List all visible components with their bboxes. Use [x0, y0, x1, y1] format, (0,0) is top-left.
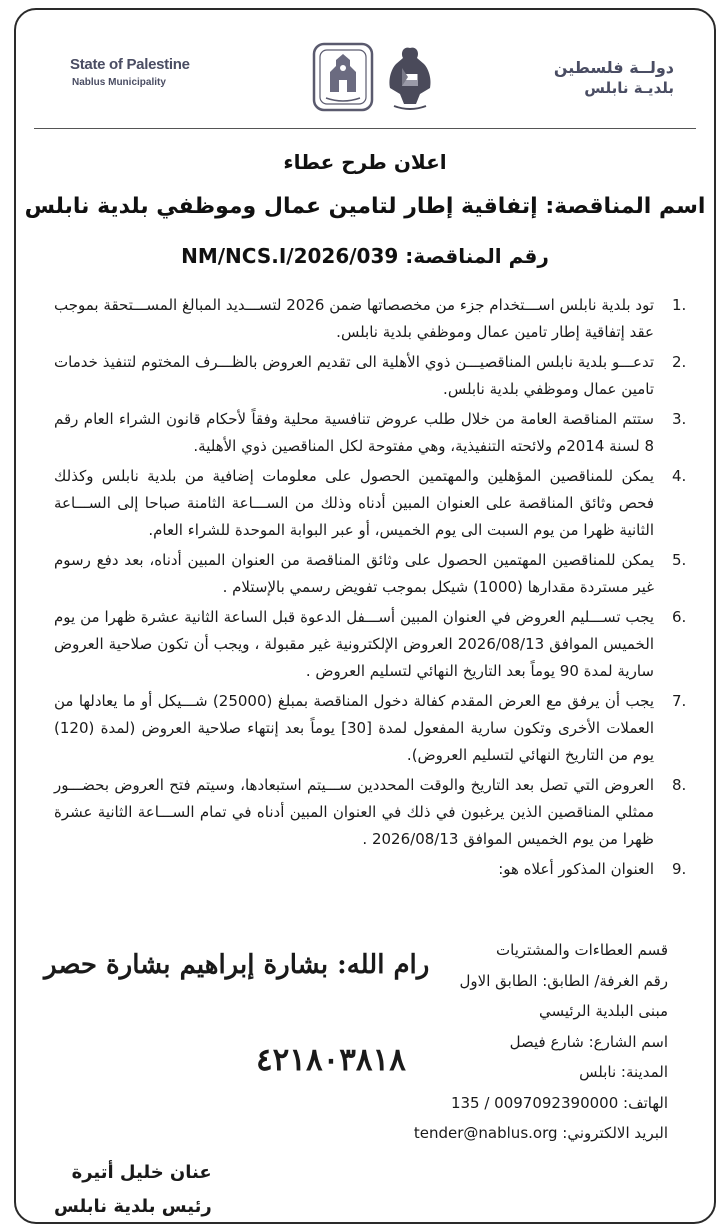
clause-item: [54, 349, 700, 403]
clause-number: 9.: [672, 860, 687, 878]
handwritten-id-number: ٤٢١٨٠٣٨١٨: [256, 1042, 406, 1078]
municipality-name-english: Nablus Municipality: [72, 77, 166, 88]
letterhead: [16, 30, 714, 120]
clause-item: [54, 463, 700, 544]
address-building: مبنى البلدية الرئيسي: [538, 1002, 668, 1020]
clause-text: ستتم المناقصة العامة من خلال طلب عروض تنافسية محلية وفقاً لأحكام قانون الشراء العام رقم 8 لسنة 2014م ولائحته التنفيذية، وهي مفتوحة لكل المناقصين ذوي الأهلية.: [54, 410, 654, 455]
address-city: المدينة: نابلس: [579, 1063, 668, 1081]
clause-number: 5.: [672, 551, 687, 569]
emblems: [308, 38, 448, 116]
signatory-name: عنان خليل أتيرة: [71, 1162, 212, 1183]
signature-block: [54, 1156, 212, 1224]
clause-number: 6.: [672, 608, 687, 626]
clause-number: 1.: [672, 296, 687, 314]
clause-item: [54, 856, 700, 883]
clause-item: [54, 604, 700, 685]
state-name-arabic: دولــة فلسطين: [553, 58, 674, 77]
municipality-name-arabic: بلديـة نابلس: [584, 79, 674, 97]
address-department: قسم العطاءات والمشتريات: [496, 941, 668, 959]
clause-number: 8.: [672, 776, 687, 794]
header-divider: [34, 128, 696, 129]
state-name-english: State of Palestine: [70, 56, 190, 73]
clause-number: 7.: [672, 692, 687, 710]
tender-clauses: [54, 292, 700, 886]
clause-item: [54, 772, 700, 853]
letterhead-arabic: [554, 58, 674, 97]
clause-text: العنوان المذكور أعلاه هو:: [498, 860, 654, 878]
clause-item: [54, 547, 700, 601]
signatory-title: رئيس بلدية نابلس: [54, 1196, 212, 1217]
clause-text: العروض التي تصل بعد التاريخ والوقت المحددين ســـيتم استبعادها، وسيتم فتح العروض بحضـــور ممثلي المناقصين الذين يرغبون في ذلك في العنوان المبين أدناه في تمام الســـاعة الثانية عشرة ظهرا من يوم الخميس الموافق 2026/08/13 .: [54, 776, 654, 848]
municipality-seal-icon: [314, 44, 372, 110]
document-frame: [14, 8, 716, 1224]
clause-number: 4.: [672, 467, 687, 485]
announcement-title: اعلان طرح عطاء: [283, 150, 447, 174]
clause-text: يجب أن يرفق مع العرض المقدم كفالة دخول المناقصة بمبلغ (25000) شـــيكل أو ما يعادلها من العملات الأخرى وتكون سارية المفعول لمدة [30] يوماً بعد إنتهاء صلاحية العروض (لمدة (120) يوم من التاريخ النهائي لتسليم العروض).: [54, 692, 654, 764]
clause-text: يمكن للمناقصين المهتمين الحصول على وثائق المناقصة من العنوان المبين أدناه، بعد دفع رسوم غير مستردة مقدارها (1000) شيكل بموجب تفويض رسمي بالإستلام .: [54, 551, 654, 596]
tender-number: رقم المناقصة: NM/NCS.I/2026/039: [181, 244, 549, 268]
address-phone: الهاتف: 0097092390000 / 135: [450, 1093, 668, 1112]
clause-item: [54, 688, 700, 769]
palestine-eagle-emblem-icon: [389, 48, 430, 109]
letterhead-english: [70, 56, 190, 88]
clause-item: [54, 406, 700, 460]
clause-text: يجب تســـليم العروض في العنوان المبين أســـفل الدعوة قبل الساعة الثانية عشرة ظهرا من يوم الخميس الموافق 2026/08/13 العروض الإلكترونية غير مقبولة ، ويجب أن تكون صلاحية العروض سارية لمدة 90 يوماً بعد التاريخ النهائي لتسليم العروض .: [54, 608, 654, 680]
clause-text: يمكن للمناقصين المؤهلين والمهتمين الحصول على معلومات إضافية من بلدية نابلس وكذلك فحص وثائق المناقصة على العنوان المبين أدناه وذلك من الســـاعة الثامنة صباحا إلى الســـاعة الثانية ظهرا من يوم السبت الى يوم الخميس، أو عبر البوابة الموحدة للشراء العام.: [54, 467, 654, 539]
tender-name: اسم المناقصة: إتفاقية إطار لتامين عمال وموظفي بلدية نابلس: [24, 194, 706, 219]
clause-text: تود بلدية نابلس اســـتخدام جزء من مخصصاتها ضمن 2026 لتســـديد المبالغ المســـتحقة بموجب عقد إتفاقية إطار تامين عمال وموظفي بلدية نابلس.: [54, 296, 654, 341]
address-email: البريد الالكتروني: tender@nablus.org: [413, 1124, 668, 1142]
handwritten-name: رام الله: بشارة إبراهيم بشارة حصر: [44, 950, 430, 980]
clause-number: 2.: [672, 353, 687, 371]
clause-text: تدعـــو بلدية نابلس المناقصيـــن ذوي الأهلية الى تقديم العروض بالظـــرف المختوم لتنفيذ خدمات تامين عمال وموظفي بلدية نابلس.: [54, 353, 654, 398]
clause-number: 3.: [672, 410, 687, 428]
address-street: اسم الشارع: شارع فيصل: [509, 1032, 668, 1051]
address-room-floor: رقم الغرفة/ الطابق: الطابق الاول: [459, 971, 668, 990]
clause-item: [54, 292, 700, 346]
